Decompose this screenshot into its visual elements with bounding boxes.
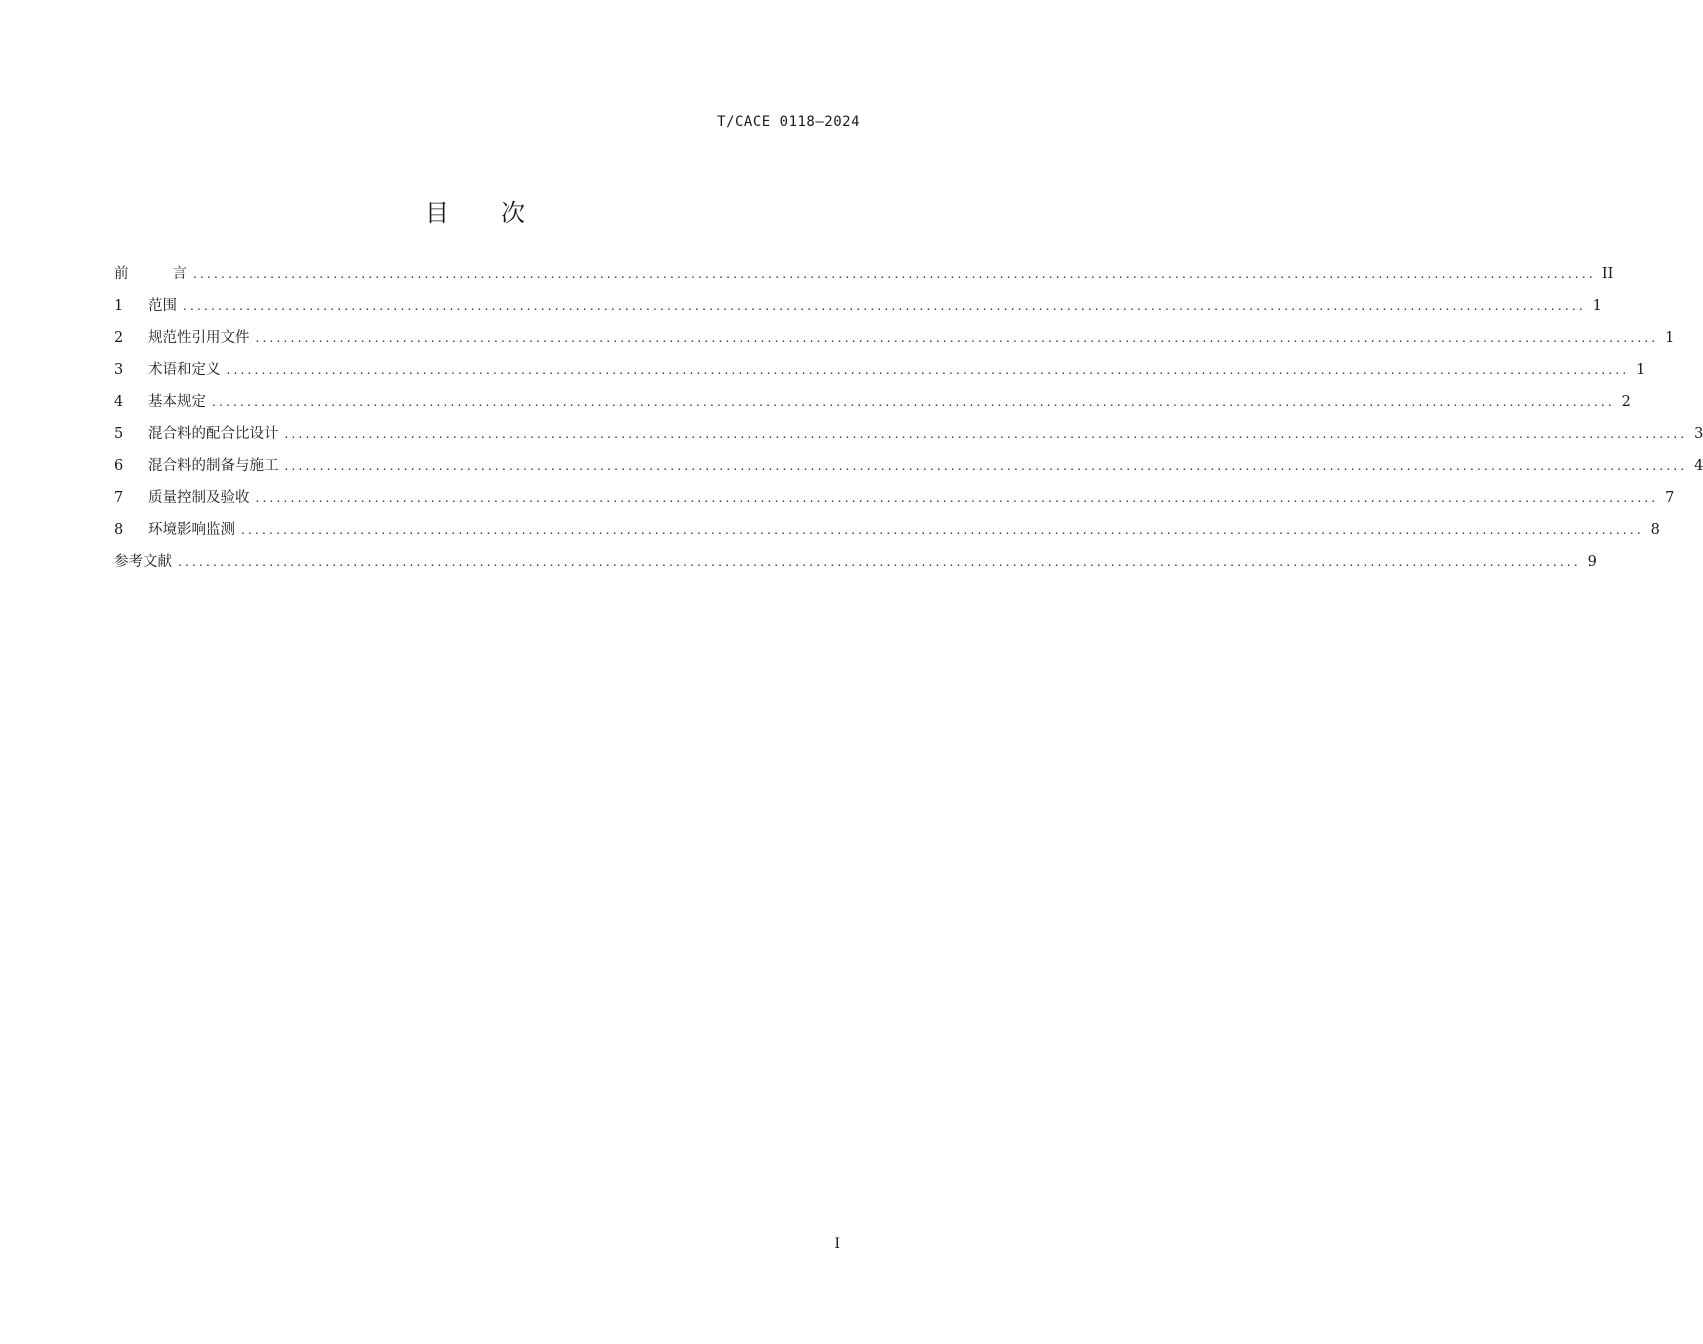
toc-leader-dots: ........................................................................................................................................................................................................ [284, 427, 1688, 441]
toc-entry-number: 7 [114, 490, 124, 506]
toc-entry-normative-references[interactable] [114, 326, 1675, 358]
toc-leader-dots: ........................................................................................................................................................................................................ [193, 267, 1596, 281]
toc-entry-page: 4 [1694, 458, 1703, 474]
toc-leader-dots: ........................................................................................................................................................................................................ [255, 491, 1659, 505]
toc-entry-page: 9 [1587, 554, 1597, 570]
toc-entry-scope[interactable] [114, 294, 1602, 326]
toc-entry-number: 4 [114, 394, 124, 410]
toc-leader-dots: ........................................................................................................................................................................................................ [241, 523, 1644, 537]
toc-entry-label: 环境影响监测 [148, 522, 235, 538]
toc-entry-basic-provisions[interactable] [114, 390, 1631, 422]
toc-leader-dots: ........................................................................................................................................................................................................ [255, 331, 1659, 345]
toc-leader-dots: ........................................................................................................................................................................................................ [183, 299, 1586, 313]
toc-entry-page: 1 [1665, 330, 1675, 346]
toc-entry-number: 6 [114, 458, 124, 474]
toc-entry-page: 3 [1694, 426, 1703, 442]
toc-entry-quality-control[interactable] [114, 486, 1675, 518]
toc-title-char-1: 目 [425, 199, 449, 227]
toc-entry-label: 参考文献 [114, 554, 172, 570]
toc-entry-label: 混合料的制备与施工 [148, 458, 279, 474]
toc-entry-label: 质量控制及验收 [148, 490, 250, 506]
toc-entry-page: 7 [1665, 490, 1675, 506]
toc-entry-number: 8 [114, 522, 124, 538]
toc-entry-number: 1 [114, 298, 124, 314]
toc-title-char-2: 次 [501, 199, 525, 227]
toc-entry-page: 2 [1621, 394, 1631, 410]
toc-entry-label: 混合料的配合比设计 [148, 426, 279, 442]
standard-code: T/CACE 0118—2024 [717, 114, 860, 130]
toc-entry-environmental-monitoring[interactable] [114, 518, 1660, 550]
toc-entry-label: 前 言 [114, 266, 187, 282]
toc-leader-dots: ........................................................................................................................................................................................................ [226, 363, 1630, 377]
toc-entry-number: 3 [114, 362, 124, 378]
toc-entry-page: II [1601, 266, 1614, 282]
toc-leader-dots: ........................................................................................................................................................................................................ [284, 459, 1688, 473]
toc-entry-preface[interactable] [114, 262, 1614, 294]
toc-entry-number: 2 [114, 330, 124, 346]
toc-entry-page: 1 [1592, 298, 1602, 314]
toc-entry-page: 1 [1636, 362, 1646, 378]
toc-entry-label: 基本规定 [148, 394, 206, 410]
toc-leader-dots: ........................................................................................................................................................................................................ [212, 395, 1615, 409]
toc-entry-number: 5 [114, 426, 124, 442]
table-of-contents [114, 262, 1703, 582]
toc-entry-label: 范围 [148, 298, 177, 314]
toc-entry-preparation-construction[interactable] [114, 454, 1703, 486]
toc-leader-dots: ........................................................................................................................................................................................................ [178, 555, 1581, 569]
toc-entry-label: 术语和定义 [148, 362, 221, 378]
toc-entry-mix-design[interactable] [114, 422, 1703, 454]
toc-entry-terms[interactable] [114, 358, 1646, 390]
toc-title [0, 193, 950, 228]
page-number: I [834, 1236, 840, 1252]
toc-entry-bibliography[interactable] [114, 550, 1597, 582]
toc-entry-label: 规范性引用文件 [148, 330, 250, 346]
toc-entry-page: 8 [1650, 522, 1660, 538]
